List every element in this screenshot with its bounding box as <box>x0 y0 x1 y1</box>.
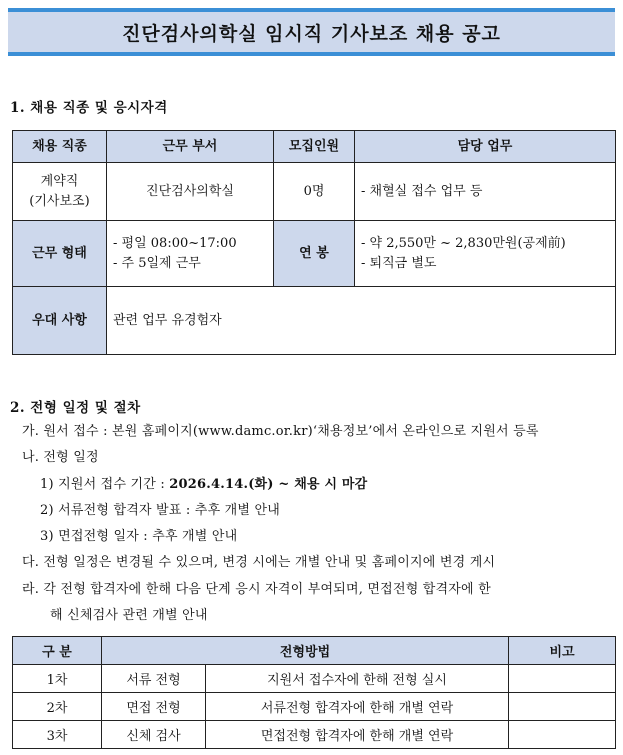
table-row <box>13 721 616 749</box>
salary-label: 연 봉 <box>274 221 355 287</box>
section1-heading: 1. 채용 직종 및 응시자격 <box>10 100 168 116</box>
stage-cell: 3차 <box>13 721 102 749</box>
count-cell: 0명 <box>274 163 355 221</box>
header-note: 비고 <box>509 637 616 665</box>
salary-line1: - 약 2,550만 ~ 2,830만원(공제前) <box>361 235 566 251</box>
work-form-line1: - 평일 08:00~17:00 <box>113 235 237 251</box>
header-duty: 담당 업무 <box>355 131 616 163</box>
preference-label: 우대 사항 <box>13 287 107 355</box>
method-cell: 신체 검사 <box>102 721 206 749</box>
work-form-cell <box>107 221 274 287</box>
title-banner <box>8 8 615 56</box>
table-row <box>13 163 616 221</box>
note-cell <box>509 665 616 693</box>
desc-cell: 지원서 접수자에 한해 전형 실시 <box>206 665 509 693</box>
note-cell <box>509 693 616 721</box>
stage-cell: 2차 <box>13 693 102 721</box>
table-row <box>13 665 616 693</box>
schedule-item-2: 2) 서류전형 합격자 발표 : 추후 개별 안내 <box>40 503 281 518</box>
process-table <box>12 636 616 749</box>
header-stage: 구 분 <box>13 637 102 665</box>
method-cell: 면접 전형 <box>102 693 206 721</box>
section2-heading: 2. 전형 일정 및 절차 <box>10 400 141 416</box>
qualification-line-1: 라. 각 전형 합격자에 한해 다음 단계 응시 자격이 부여되며, 면접전형 합격자에 한 <box>22 582 491 597</box>
job-type-cell <box>13 163 107 221</box>
dept-cell: 진단검사의학실 <box>107 163 274 221</box>
stage-cell: 1차 <box>13 665 102 693</box>
application-line: 가. 원서 접수 : 본원 홈페이지(www.damc.or.kr)‘채용정보’에서 온라인으로 지원서 등록 <box>22 424 539 439</box>
method-cell: 서류 전형 <box>102 665 206 693</box>
work-form-line2: - 주 5일제 근무 <box>113 255 201 271</box>
table-header-row <box>13 131 616 163</box>
recruitment-table <box>12 130 616 355</box>
table-row <box>13 287 616 355</box>
header-job: 채용 직종 <box>13 131 107 163</box>
schedule-line: 나. 전형 일정 <box>22 450 99 465</box>
table-row <box>13 693 616 721</box>
schedule-item-1-date: 2026.4.14.(화) ~ 채용 시 마감 <box>169 477 368 492</box>
note-cell <box>509 721 616 749</box>
salary-line2: - 퇴직금 별도 <box>361 255 437 271</box>
salary-cell <box>355 221 616 287</box>
header-count: 모집인원 <box>274 131 355 163</box>
desc-cell: 면접전형 합격자에 한해 개별 연락 <box>206 721 509 749</box>
process-header-row <box>13 637 616 665</box>
work-form-label: 근무 형태 <box>13 221 107 287</box>
job-type-line2: (기사보조) <box>29 193 90 209</box>
duty-cell: - 채혈실 접수 업무 등 <box>355 163 616 221</box>
schedule-item-3: 3) 면접전형 일자 : 추후 개별 안내 <box>40 529 238 544</box>
schedule-change-line: 다. 전형 일정은 변경될 수 있으며, 변경 시에는 개별 안내 및 홈페이지에 변경 게시 <box>22 555 496 570</box>
page-title: 진단검사의학실 임시직 기사보조 채용 공고 <box>122 22 501 45</box>
desc-cell: 서류전형 합격자에 한해 개별 연락 <box>206 693 509 721</box>
schedule-item-1 <box>40 473 367 492</box>
job-type-line1: 계약직 <box>40 173 79 189</box>
header-method: 전형방법 <box>102 637 509 665</box>
qualification-line-2: 해 신체검사 관련 개별 안내 <box>50 608 208 623</box>
preference-cell: 관련 업무 유경험자 <box>107 287 616 355</box>
header-dept: 근무 부서 <box>107 131 274 163</box>
table-row <box>13 221 616 287</box>
schedule-item-1-prefix: 1) 지원서 접수 기간 : <box>40 477 170 492</box>
